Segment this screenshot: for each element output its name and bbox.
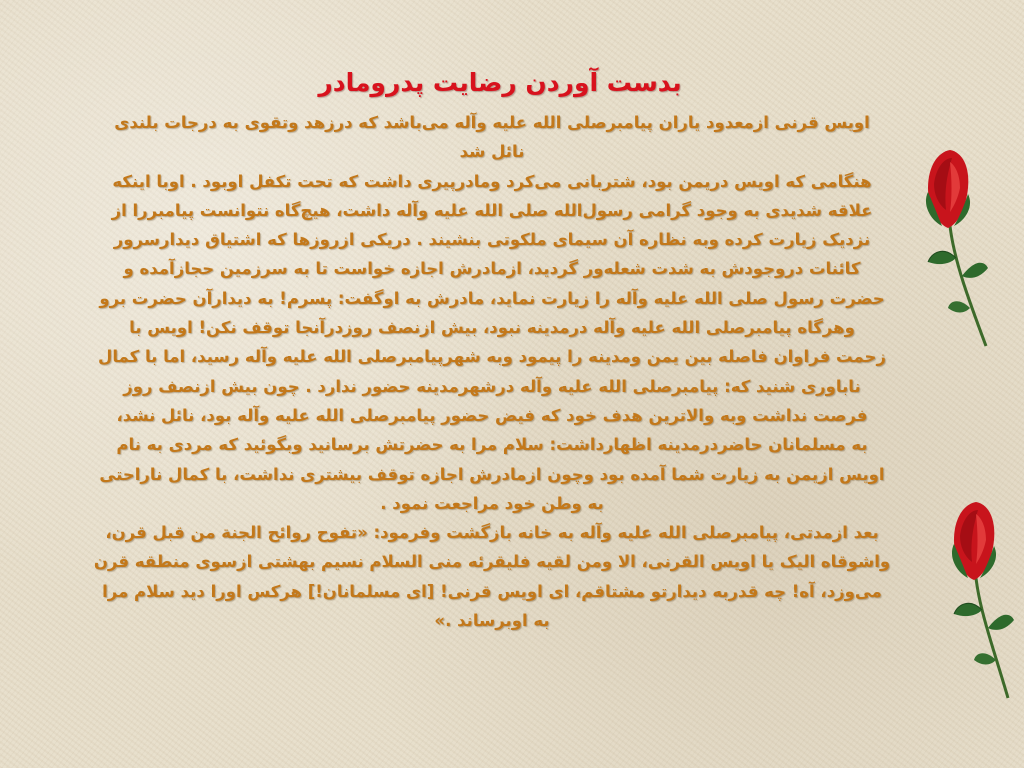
rose-icon	[920, 148, 994, 350]
article-body	[92, 108, 892, 635]
text-line: اویس قرنی ازمعدود یاران پیامبرصلی الله علیه وآله می‌باشد که درزهد وتقوی به درجات بلندی	[114, 113, 870, 132]
text-line: کائنات دروجودش به شدت شعله‌ور گردید، ازمادرش اجازه خواست تا به سرزمین حجازآمده و	[123, 259, 861, 279]
text-line: اویس ازیمن به زیارت شما آمده بود وچون ازمادرش اجازه توقف بیشتری نداشت، با کمال ناراحتی	[99, 464, 885, 484]
text-line: به اوبرساند .»	[434, 611, 550, 631]
text-line: به مسلمانان حاضردرمدینه اظهارداشت: سلام مرا به حضرتش برسانید وبگوئید که مردی به نام	[116, 435, 868, 455]
text-line: هنگامی که اویس دریمن بود، شتربانی می‌کرد ومادرپیری داشت که تحت تکفل اوبود . اوبا اینکه	[112, 171, 872, 191]
text-line: نائل شد	[459, 142, 525, 162]
text-line: وهرگاه پیامبرصلی الله علیه وآله درمدینه نبود، بیش ازنصف روزدرآنجا توقف نکن! اویس با	[129, 318, 855, 338]
page-title: بدست آوردن رضایت پدرومادر	[318, 68, 682, 97]
text-line: واشوقاه الیک یا اویس القرنی، الا ومن لقیه فلیقرئه منی السلام نسیم بهشتی ازسوی منطقه قرن	[93, 552, 891, 572]
text-line: به وطن خود مراجعت نمود .	[380, 493, 604, 513]
rose-icon	[946, 500, 1020, 702]
text-line: ناباوری شنید که: پیامبرصلی الله علیه وآله درشهرمدینه حضور ندارد . چون بیش ازنصف روز	[123, 376, 861, 396]
text-line: نزدیک زیارت کرده وبه نظاره آن سیمای ملکوتی بنشیند . دریکی ازروزها که اشتیاق دیدارسرور	[113, 230, 871, 250]
text-line: حضرت رسول صلی الله علیه وآله را زیارت نماید، مادرش به اوگفت: پسرم! به دیدارآن حضرت برو	[99, 288, 885, 308]
text-line: می‌وزد، آه! چه قدربه دیدارتو مشتاقم، ای اویس قرنی! [ای مسلمانان!] هرکس اورا دید سلام مرا	[102, 581, 882, 601]
text-line: فرصت نداشت وبه والاترین هدف خود که فیض حضور پیامبرصلی الله علیه وآله بود، نائل نشد،	[116, 405, 868, 425]
text-line: بعد ازمدتی، پیامبرصلی الله علیه وآله به خانه بازگشت وفرمود: «تفوح روائح الجنة من قبل قرن،	[105, 523, 879, 543]
text-line: زحمت فراوان فاصله بین یمن ومدینه را پیمود وبه شهرپیامبرصلی الله علیه وآله رسید، اما با کمال	[98, 347, 886, 367]
text-line: علاقه شدیدی به وجود گرامی رسول‌الله صلی الله علیه وآله داشت، هیچ‌گاه نتوانست پیامبررا از	[111, 200, 873, 220]
